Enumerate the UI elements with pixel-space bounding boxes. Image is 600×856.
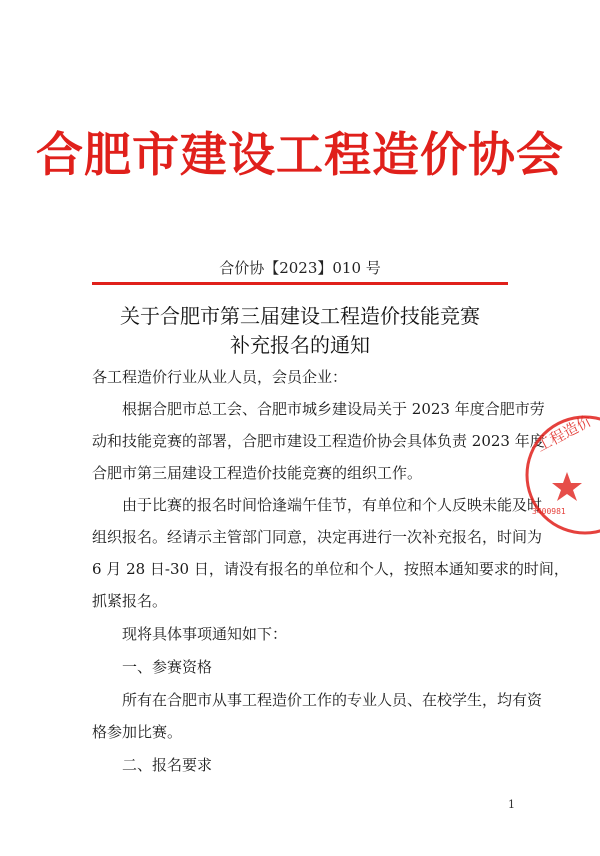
paragraph-3: 现将具体事项通知如下：	[122, 625, 288, 643]
seal-star-icon	[552, 472, 582, 501]
paragraph-2-line: 6 月 28 日-30 日，请没有报名的单位和个人，按照本通知要求的时间，	[92, 560, 569, 578]
section-1-text-line: 所有在合肥市从事工程造价工作的专业人员、在校学生，均有资	[122, 691, 543, 709]
document-number: 合价协【2023】010 号	[219, 259, 381, 277]
notice-title-line-1: 关于合肥市第三届建设工程造价技能竞赛	[120, 304, 480, 328]
page-number: 1	[508, 798, 515, 811]
section-2-heading: 二、报名要求	[122, 756, 213, 774]
section-1-text-line: 格参加比赛。	[92, 723, 183, 741]
seal-code: 3400981	[532, 507, 566, 516]
official-seal-stamp	[520, 410, 600, 540]
paragraph-1-line: 合肥市第三届建设工程造价技能竞赛的组织工作。	[92, 464, 423, 482]
paragraph-1-line: 根据合肥市总工会、合肥市城乡建设局关于 2023 年度合肥市劳	[122, 400, 545, 418]
paragraph-2-line: 由于比赛的报名时间恰逢端午佳节，有单位和个人反映未能及时	[122, 496, 543, 514]
salutation: 各工程造价行业从业人员，会员企业：	[92, 368, 348, 386]
section-1-heading: 一、参赛资格	[122, 658, 213, 676]
organization-letterhead: 合肥市建设工程造价协会	[36, 128, 564, 183]
paragraph-2-line: 抓紧报名。	[92, 592, 168, 610]
paragraph-1-line: 动和技能竞赛的部署，合肥市建设工程造价协会具体负责 2023 年度	[92, 432, 545, 450]
seal-text: 工程造价	[533, 411, 595, 456]
notice-title-line-2: 补充报名的通知	[230, 333, 370, 357]
paragraph-2-line: 组织报名。经请示主管部门同意，决定再进行一次补充报名，时间为	[92, 528, 543, 546]
red-divider-line	[92, 282, 508, 285]
